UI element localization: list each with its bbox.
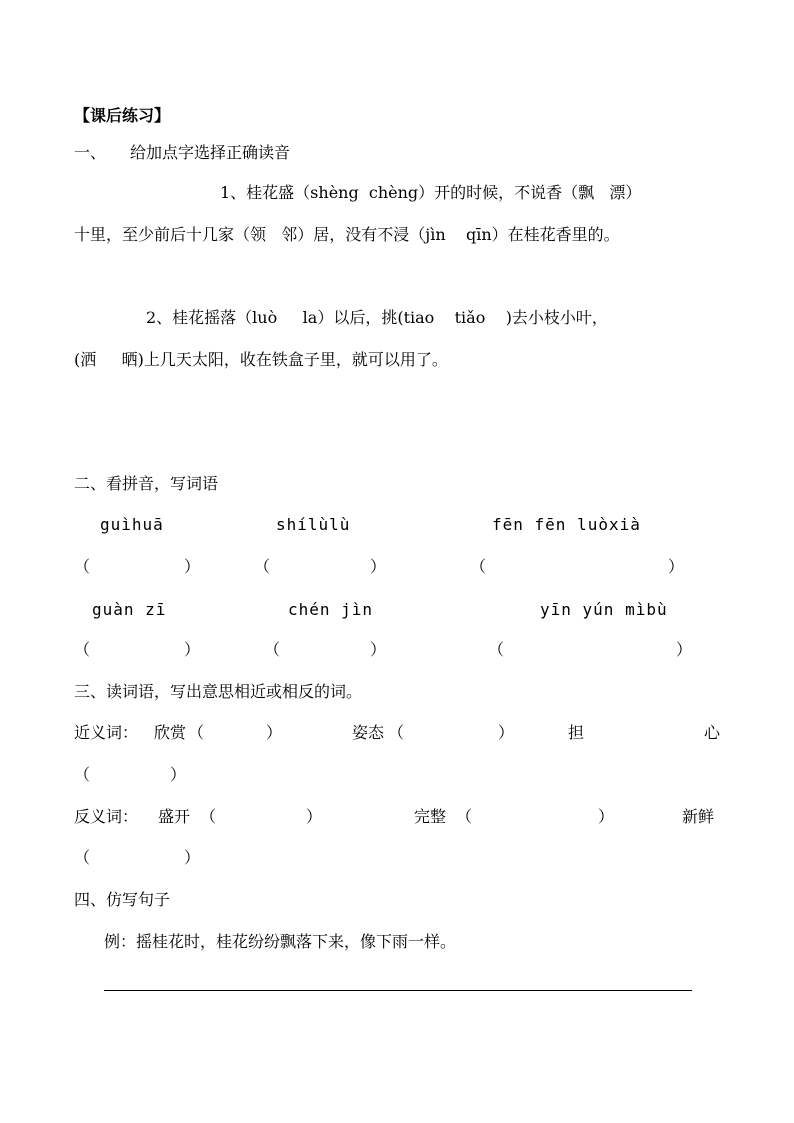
answer-paren-close: ） (676, 640, 693, 659)
pinyin-guihua: guìhuā (100, 515, 164, 534)
section1-item1-line2: 十里，至少前后十几家（领 邻）居，没有不浸（jìn qīn）在桂花香里的。 (74, 225, 620, 244)
antonym-label: 反义词： (74, 807, 139, 826)
answer-paren-open: （ (74, 848, 91, 867)
antonym-word-xinxian: 新鲜 (682, 807, 715, 826)
answer-paren-open: （ (470, 557, 487, 576)
section1-heading: 给加点字选择正确读音 (130, 143, 291, 162)
answer-line[interactable] (104, 990, 692, 991)
answer-paren-close: ） (370, 557, 387, 576)
answer-paren-open: （ (74, 765, 91, 784)
answer-paren-close: ） (370, 640, 387, 659)
answer-paren-close: ） (598, 807, 615, 826)
answer-paren-close: ） (184, 557, 201, 576)
pinyin-fenfenluoxia: fēn fēn luòxià (492, 515, 641, 534)
answer-paren-close: ） (266, 723, 283, 742)
page-title: 【课后练习】 (74, 106, 171, 125)
section1-item2-line1: 2、桂花摇落（luò la）以后，挑(tiao tiǎo )去小枝小叶， (146, 308, 608, 327)
answer-paren-open: （ (264, 640, 281, 659)
answer-paren-open: （ (188, 723, 205, 742)
pinyin-chenjin: chén jìn (288, 600, 374, 619)
pinyin-guanzi: guàn zī (92, 600, 167, 619)
section4-heading: 四、仿写句子 (74, 890, 171, 909)
section2-heading: 二、看拼音，写词语 (74, 474, 219, 493)
synonym-word-zitai: 姿态 (352, 723, 385, 742)
section3-heading: 三、读词语，写出意思相近或相反的词。 (74, 682, 363, 701)
synonym-word-xin: 心 (704, 723, 721, 742)
answer-paren-open: （ (388, 723, 405, 742)
section1-item2-line2: (洒 晒)上几天太阳，收在铁盒子里，就可以用了。 (74, 350, 448, 369)
answer-paren-open: （ (74, 557, 91, 576)
answer-paren-open: （ (254, 557, 271, 576)
answer-paren-close: ） (184, 848, 201, 867)
section1-item1-line1: 1、桂花盛（shèng chèng）开的时候，不说香（飘 漂） (220, 183, 642, 202)
answer-paren-close: ） (184, 640, 201, 659)
answer-paren-close: ） (668, 557, 685, 576)
section1-number: 一、 (74, 143, 107, 162)
answer-paren-close: ） (170, 765, 187, 784)
answer-paren-open: （ (74, 640, 91, 659)
pinyin-shilulu: shílùlù (276, 515, 351, 534)
answer-paren-open: （ (456, 807, 473, 826)
answer-paren-open: （ (488, 640, 505, 659)
answer-paren-open: （ (200, 807, 217, 826)
synonym-word-dan: 担 (568, 723, 585, 742)
synonym-word-xinshang: 欣赏 (154, 723, 187, 742)
synonym-label: 近义词： (74, 723, 139, 742)
answer-paren-close: ） (498, 723, 515, 742)
section4-example: 例：摇桂花时，桂花纷纷飘落下来，像下雨一样。 (104, 932, 457, 951)
antonym-word-wanzheng: 完整 (414, 807, 447, 826)
antonym-word-shengkai: 盛开 (158, 807, 191, 826)
pinyin-yinyunmibu: yīn yún mìbù (540, 600, 668, 619)
answer-paren-close: ） (306, 807, 323, 826)
